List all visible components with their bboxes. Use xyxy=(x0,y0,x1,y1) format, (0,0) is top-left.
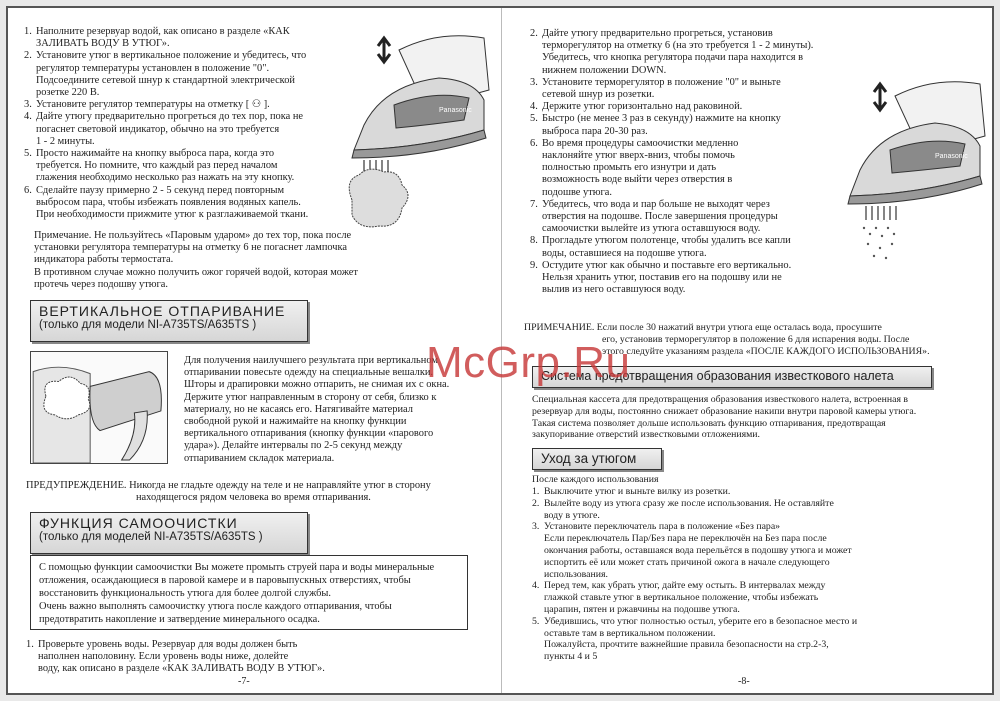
note-paragraph xyxy=(34,230,358,291)
section-title: ВЕРТИКАЛЬНОЕ ОТПАРИВАНИЕ xyxy=(39,303,286,319)
care-header xyxy=(532,448,662,470)
item-body xyxy=(36,26,354,50)
text-line: В противном случае можно получить ожог горячей водой, которая может xyxy=(34,266,358,278)
text-line: Убедитесь, что кнопка регулятора подачи пара находится в xyxy=(542,52,803,64)
warning-paragraph xyxy=(26,480,431,504)
text-line: Установите утюг в вертикальное положение и убедитесь, что xyxy=(36,50,307,62)
list-item xyxy=(532,616,972,663)
list-item xyxy=(24,50,354,99)
text-line: находящегося рядом человека во время отпаривания. xyxy=(136,492,371,504)
list-item xyxy=(530,235,860,259)
section-subtitle: (только для модели NI-A735TS/A635TS ) xyxy=(39,319,257,331)
text-line: окончания работы, оставшаяся вода перельётся в подошву утюга и может xyxy=(544,544,852,556)
text-line: Убедившись, что утюг полностью остыл, уберите его в безопасное место и xyxy=(544,615,858,627)
item-number: 5. xyxy=(24,148,32,160)
text-line: ЗАЛИВАТЬ ВОДУ В УТЮГ». xyxy=(36,38,170,50)
item-body xyxy=(542,235,860,259)
text-line: требуется. Но помните, что каждый раз перед началом xyxy=(36,160,278,172)
text-line: наклоняйте утюг вверх-вниз, чтобы помочь xyxy=(542,150,735,162)
item-number: 9. xyxy=(530,259,538,271)
item-body xyxy=(544,580,972,615)
text-line: вертикального отпаривания (кнопку функции «парового xyxy=(184,428,434,440)
text-line: подошве утюга. xyxy=(542,186,612,198)
text-line: индикатора работы термостата. xyxy=(34,254,174,266)
item-body xyxy=(544,498,972,522)
text-line: полностью промыть его изнутри и дать xyxy=(542,162,717,174)
svg-text:Panasonic: Panasonic xyxy=(935,153,968,160)
text-line: наполнен наполовину. Если уровень воды ниже, долейте xyxy=(38,651,289,663)
text-line: Примечание. Не пользуйтесь «Паровым ударом» до тех тор, пока после xyxy=(34,230,352,241)
list-item xyxy=(532,498,972,522)
item-body xyxy=(544,521,972,580)
text-line: Перед тем, как убрать утюг, дайте ему остыть. В интервалах между xyxy=(544,580,826,592)
text-line: Держите утюг горизонтально над раковиной. xyxy=(542,101,743,113)
text-line: воду в утюге. xyxy=(544,509,600,521)
text-line: этого следуйте указаниям раздела «ПОСЛЕ КАЖДОГО ИСПОЛЬЗОВАНИЯ». xyxy=(602,345,930,357)
text-line: свободной рукой и нажимайте на кнопку функции xyxy=(184,416,407,428)
text-line: Пожалуйста, прочтите важнейшие правила безопасности на стр.2-3, xyxy=(544,639,829,651)
item-number: 6. xyxy=(24,184,32,196)
text-line: Проверьте уровень воды. Резервуар для воды должен быть xyxy=(38,639,298,650)
text-line: восстановить функциональность утюга для более долгой службы. xyxy=(39,588,331,599)
text-line: использования. xyxy=(544,568,608,580)
list-item xyxy=(530,199,860,236)
text-line: сетевой шнур из розетки. xyxy=(542,89,655,101)
text-line: пункты 4 и 5 xyxy=(544,651,598,663)
text-line: терморегулятор на отметку 6 (на это требуется 1 - 2 минуты). xyxy=(542,40,814,52)
vertical-steam-text xyxy=(184,355,449,465)
list-item xyxy=(530,77,860,101)
list-item xyxy=(24,148,354,185)
steps-list xyxy=(530,28,860,296)
text-line: вылив из него оставшуюся воду. xyxy=(542,284,686,296)
item-number: 7. xyxy=(530,198,538,210)
item-number: 4. xyxy=(532,580,540,592)
item-number: 4. xyxy=(530,101,538,113)
text-line: Нельзя хранить утюг, поставив его на подошву или не xyxy=(542,272,782,284)
text-line: отпариванием складок материала. xyxy=(184,452,335,464)
item-body xyxy=(36,99,354,111)
list-item xyxy=(24,99,354,111)
item-number: 2. xyxy=(24,50,32,62)
text-line: Подсоедините сетевой шнур к стандартной электрической xyxy=(36,74,295,86)
item-body xyxy=(38,639,476,676)
text-line: Шторы и драпировки можно отпарить, не снимая их с окна. xyxy=(184,379,450,391)
text-line: Сделайте паузу примерно 2 - 5 секунд перед повторным xyxy=(36,184,285,196)
text-line: С помощью функции самоочистки Вы можете промыть струей пара и воды минеральные xyxy=(39,562,435,573)
text-line: Установите регулятор температуры на отметку [ ⚇ ]. xyxy=(36,99,270,111)
text-line: Держите утюг направленным в сторону от себя, близко к xyxy=(184,391,437,403)
item-body xyxy=(544,616,972,663)
text-line: его, установив терморегулятор в положение 6 для испарения воды. После xyxy=(602,333,910,345)
text-line: глажкой ставьте утюг в вертикальное положение, чтобы избежать xyxy=(544,592,819,604)
care-list xyxy=(532,486,972,663)
text-line: Во время процедуры самоочистки медленно xyxy=(542,137,739,149)
text-line: отверстия на подошве. После завершения процедуры xyxy=(542,211,778,223)
item-number: 5. xyxy=(530,113,538,125)
iron-steam-illustration xyxy=(344,30,494,235)
text-line: установки регулятора температуры на отметку 6 не погаснет лампочка xyxy=(34,242,348,254)
text-line: глажения необходимо несколько раз нажать на эту кнопку. xyxy=(36,172,295,184)
item-body xyxy=(542,77,860,101)
text-line: Дайте утюгу предварительно прогреться до тех пор, пока не xyxy=(36,111,304,123)
anti-scale-text xyxy=(532,394,916,441)
section-subtitle: (только для моделей NI-A735TS/A635TS ) xyxy=(39,531,263,543)
text-line: оставьте там в вертикальном положении. xyxy=(544,627,716,639)
text-line: ПРИМЕЧАНИЕ. Если после 30 нажатий внутри утюга еще осталась вода, просушите xyxy=(524,322,882,333)
item-number: 3. xyxy=(532,521,540,533)
list-item xyxy=(530,101,860,113)
item-body xyxy=(542,113,860,137)
list-item xyxy=(530,138,860,199)
item-body xyxy=(36,185,354,222)
text-line: испортить её или может стать причиной ожога в начале следующего xyxy=(544,556,830,568)
text-line: Наполните резервуар водой, как описано в разделе «КАК xyxy=(36,26,290,37)
vertical-steaming-illustration xyxy=(30,351,168,464)
list-item xyxy=(24,26,354,50)
vertical-steam-header xyxy=(30,300,308,342)
step-bottom xyxy=(26,639,476,676)
list-item xyxy=(530,260,860,297)
section-title: Уход за утюгом xyxy=(541,451,637,466)
watermark-logo: McGrp.Ru xyxy=(426,338,631,387)
item-body xyxy=(544,486,972,498)
item-body xyxy=(542,199,860,236)
item-number: 1. xyxy=(24,26,32,37)
text-line: отложения, осаждающиеся в паровой камере и в паровыпускных отверстиях, чтобы xyxy=(39,575,411,586)
item-body xyxy=(36,111,354,148)
section-title: ФУНКЦИЯ САМООЧИСТКИ xyxy=(39,515,238,531)
text-line: воду, как описано в разделе «КАК ЗАЛИВАТЬ ВОДУ В УТЮГ». xyxy=(38,663,325,675)
item-number: 2. xyxy=(530,28,538,39)
text-line: ПРЕДУПРЕЖДЕНИЕ. Никогда не гладьте одежду на теле и не направляйте утюг в сторону xyxy=(26,480,431,491)
text-line: резервуар для воды, постоянно снижает образование накипи внутри паровой камеры утюга. xyxy=(532,405,917,417)
item-body xyxy=(542,138,860,199)
item-body xyxy=(542,260,860,297)
item-body xyxy=(542,101,860,113)
manual-spread xyxy=(6,6,994,695)
text-line: закупоривание отверстий известковыми отложениями. xyxy=(532,429,760,441)
item-number: 3. xyxy=(530,76,538,88)
text-line: предотвратить накопление и затвердение минерального осадка. xyxy=(39,614,320,625)
text-line: 1 - 2 минуты. xyxy=(36,135,95,147)
text-line: Прогладьте утюгом полотенце, чтобы удалить все капли xyxy=(542,235,791,247)
iron-self-clean-illustration xyxy=(840,78,990,268)
text-line: Остудите утюг как обычно и поставьте его вертикально. xyxy=(542,259,792,271)
text-line: регулятор температуры установлен в положение "0". xyxy=(36,62,270,74)
text-line: Просто нажимайте на кнопку выброса пара, когда это xyxy=(36,148,275,160)
item-number: 6. xyxy=(530,137,538,149)
text-line: Если переключатель Пар/Без пара не переключён на Без пара после xyxy=(544,533,827,545)
list-item xyxy=(24,111,354,148)
section-title: Система предотвращения образования известкового налета xyxy=(541,369,894,383)
text-line: Очень важно выполнять самоочистку утюга после каждого отпаривания, чтобы xyxy=(39,601,392,612)
list-item xyxy=(532,580,972,615)
text-line: Дайте утюгу предварительно прогреться, установив xyxy=(542,28,773,39)
text-line: нижнем положении DOWN. xyxy=(542,64,667,76)
text-line: протечь через подошву утюга. xyxy=(34,278,168,290)
item-body xyxy=(36,50,354,99)
text-line: выброса пара 20-30 раз. xyxy=(542,125,648,137)
steps-list-top xyxy=(24,26,354,221)
text-line: Установите переключатель пара в положение «Без пара» xyxy=(544,521,781,533)
self-clean-header xyxy=(30,512,308,554)
text-line: удара»). Делайте интервалы по 2-5 секунд между xyxy=(184,440,403,452)
text-line: Для получения наилучшего результата при вертикальном xyxy=(184,355,438,366)
item-number: 4. xyxy=(24,111,32,123)
item-number: 3. xyxy=(24,99,32,111)
text-line: Такая система позволяет дольше использовать функцию отпаривания, предотвращая xyxy=(532,417,886,429)
page-number: -8- xyxy=(738,676,750,687)
page-number: -7- xyxy=(238,676,250,687)
list-item xyxy=(532,521,972,580)
svg-text:Panasonic: Panasonic xyxy=(439,107,472,114)
text-line: Установите терморегулятор в положение "0" и выньте xyxy=(542,76,781,88)
text-line: отпаривании повесьте одежду на специальные вешалки. xyxy=(184,367,434,379)
text-line: самоочистки вылейте из утюга оставшуюся воду. xyxy=(542,223,761,235)
care-intro: После каждого использования xyxy=(532,474,659,485)
text-line: При необходимости прижмите утюг к разглаживаемой ткани. xyxy=(36,209,309,221)
text-line: выбросом пара, чтобы избежать появления водяных капель. xyxy=(36,196,301,208)
text-line: погаснет световой индикатор, обычно на это требуется xyxy=(36,123,280,135)
text-line: Специальная кассета для предотвращения образования известкового налета, встроенная в xyxy=(532,394,909,405)
list-item xyxy=(532,486,972,498)
list-item xyxy=(26,639,476,676)
text-line: Быстро (не менее 3 раз в секунду) нажмите на кнопку xyxy=(542,113,781,125)
item-number: 2. xyxy=(532,497,540,509)
list-item xyxy=(530,28,860,77)
list-item xyxy=(24,185,354,222)
item-number: 1. xyxy=(532,486,540,497)
self-clean-info-box xyxy=(30,555,468,630)
text-line: возможность воде выйти через отверстия в xyxy=(542,174,733,186)
item-body xyxy=(542,28,860,77)
text-line: царапин, пятен и ржавчины на подошве утюга. xyxy=(544,603,740,615)
item-body xyxy=(36,148,354,185)
item-number: 8. xyxy=(530,235,538,247)
list-item xyxy=(530,113,860,137)
item-number: 5. xyxy=(532,615,540,627)
item-number: 1. xyxy=(26,639,34,650)
text-line: Вылейте воду из утюга сразу же после использования. Не оставляйте xyxy=(544,497,834,509)
text-line: Выключите утюг и выньте вилку из розетки. xyxy=(544,486,731,497)
text-line: Убедитесь, что вода и пар больше не выходят через xyxy=(542,198,770,210)
text-line: воды, оставшиеся на подошве утюга. xyxy=(542,247,707,259)
text-line: розетке 220 В. xyxy=(36,87,100,99)
text-line: материалу, но не касаясь его. Натягивайте материал xyxy=(184,403,413,415)
